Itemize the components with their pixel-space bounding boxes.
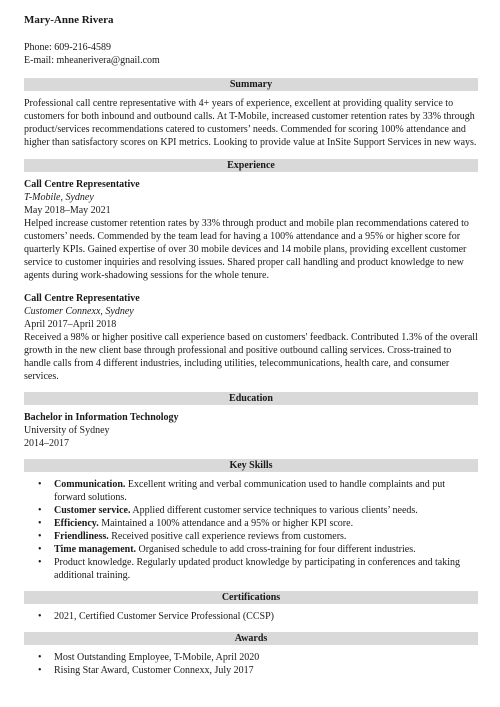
bullet-icon: •: [38, 531, 42, 543]
email-line: E-mail: mheanerivera@gnail.com: [24, 54, 160, 66]
skill-text: Product knowledge. Regularly updated product knowledge by participating in conferences and taking additional training.: [54, 557, 460, 582]
summary-heading: Summary: [24, 78, 478, 91]
list-item: [38, 610, 478, 623]
bullet-icon: •: [38, 557, 42, 569]
list-item: [38, 504, 478, 517]
skill-text: Maintained a 100% attendance and a 95% or higher KPI score.: [98, 518, 354, 530]
phone-line: Phone: 609-216-4589: [24, 42, 111, 54]
skill-name: Communication.: [54, 479, 126, 491]
award-text: Rising Star Award, Customer Connexx, July 2017: [54, 665, 254, 677]
list-item: [38, 543, 478, 556]
job-entry: [24, 292, 478, 383]
list-item: [38, 651, 478, 664]
job-dates: April 2017–April 2018: [24, 319, 117, 331]
bullet-icon: •: [38, 665, 42, 677]
list-item: [38, 530, 478, 543]
bullet-icon: •: [38, 479, 42, 491]
awards-heading: Awards: [24, 632, 478, 645]
job-title: Call Centre Representative: [24, 179, 140, 191]
skills-list: [24, 478, 478, 582]
list-item: [38, 664, 478, 677]
summary-text: Professional call centre representative with 4+ years of experience, excellent at providing quality service to customers for both inbound and outbound calls. At T-Mobile, increased customer retention rates by 33% through product/services recommendations catered to customers’ needs. Commended for scoring 100% attendance and higher than satisfactory scores on KPI metrics. Looking to provide value at InSite Support Services in new ways.: [24, 98, 477, 149]
job-description: Received a 98% or higher positive call experience based on customers' feedback. Contributed 1.3% of the overall growth in the new client base through professional and positive outbound calling services. Cross-trained to handle calls from 4 different industries, including utilities, telecommunications, health care, and consumer services.: [24, 332, 478, 383]
candidate-name: Mary-Anne Rivera: [24, 14, 114, 26]
bullet-icon: •: [38, 611, 42, 623]
job-company: T-Mobile, Sydney: [24, 192, 94, 204]
list-item: [38, 556, 478, 582]
education-dates: 2014–2017: [24, 438, 69, 450]
skill-text: Applied different customer service techniques to various clients’ needs.: [130, 505, 418, 517]
job-dates: May 2018–May 2021: [24, 205, 111, 217]
list-item: [38, 517, 478, 530]
skill-text: Received positive call experience reviews from customers.: [108, 531, 347, 543]
education-heading: Education: [24, 392, 478, 405]
certification-text: 2021, Certified Customer Service Professional (CCSP): [54, 611, 274, 623]
degree: Bachelor in Information Technology: [24, 412, 179, 424]
skills-heading: Key Skills: [24, 459, 478, 472]
bullet-icon: •: [38, 652, 42, 664]
experience-heading: Experience: [24, 159, 478, 172]
certifications-list: [24, 610, 478, 623]
awards-list: [24, 651, 478, 677]
job-description: Helped increase customer retention rates by 33% through product and mobile plan recommendations catered to customers’ needs. Commended by the team lead for having a 100% attendance and a 95% or higher score for quarterly KPIs. Gained expertise of over 30 mobile devices and 14 mobile plans, providing excellent customer service to customer inquiries and resolving issues. Shared proper call handling and product knowledge to new agents during work-shadowing sessions for the whole tenure.: [24, 218, 469, 282]
job-title: Call Centre Representative: [24, 293, 140, 305]
certifications-heading: Certifications: [24, 591, 478, 604]
contact-info: [24, 42, 478, 67]
job-entry: [24, 178, 478, 282]
skill-name: Time management.: [54, 544, 137, 556]
job-company: Customer Connexx, Sydney: [24, 306, 134, 318]
skill-name: Friendliness.: [54, 531, 109, 543]
skill-name: Customer service.: [54, 505, 131, 517]
bullet-icon: •: [38, 518, 42, 530]
skill-text: Excellent writing and verbal communication used to handle complaints and put forward solutions.: [54, 479, 446, 504]
education-entry: [24, 411, 478, 450]
skill-text: Organised schedule to add cross-training for four different industries.: [136, 544, 416, 556]
school: University of Sydney: [24, 425, 110, 437]
bullet-icon: •: [38, 505, 42, 517]
award-text: Most Outstanding Employee, T-Mobile, April 2020: [54, 652, 260, 664]
skill-name: Efficiency.: [54, 518, 99, 530]
list-item: [38, 478, 478, 504]
bullet-icon: •: [38, 544, 42, 556]
